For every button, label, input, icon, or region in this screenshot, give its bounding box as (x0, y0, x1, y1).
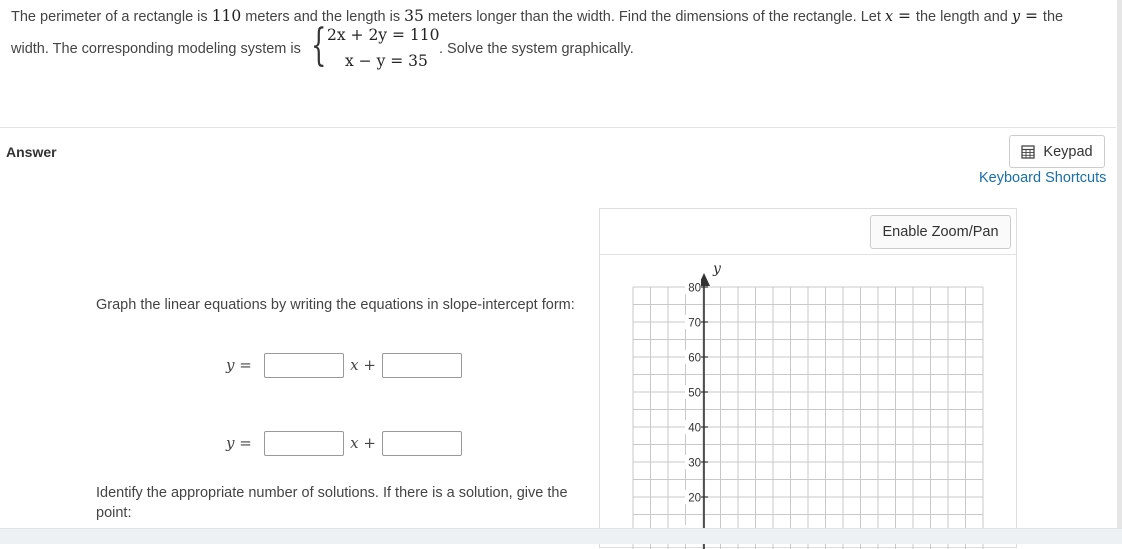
problem-line-1 (11, 6, 1063, 27)
equation-lhs (226, 434, 264, 452)
lhs-equals: = (234, 434, 252, 452)
intercept-input-1[interactable] (382, 353, 462, 378)
equals-sign: = (1020, 7, 1043, 25)
lhs-variable: y (226, 434, 235, 452)
problem-text: the length and (915, 9, 1012, 25)
equation-lhs (226, 356, 264, 374)
equation-row-2 (226, 430, 462, 456)
slope-input-2[interactable] (264, 431, 344, 456)
y-axis-label: y (713, 261, 721, 277)
enable-zoom-pan-button[interactable]: Enable Zoom/Pan (870, 215, 1011, 249)
variable-x: x (884, 9, 894, 25)
x-variable: x (350, 356, 359, 374)
keyboard-shortcuts-link[interactable]: Keyboard Shortcuts (979, 170, 1107, 186)
keypad-button[interactable] (1009, 135, 1105, 168)
y-tick-label: 70 (688, 317, 701, 330)
plus-sign: + (358, 434, 376, 452)
graph-panel (599, 208, 1017, 548)
y-tick-label: 80 (688, 282, 701, 295)
equals-sign: = (893, 7, 916, 25)
x-term (344, 434, 382, 452)
system-brace: { (311, 20, 327, 71)
y-tick-label: 60 (688, 352, 701, 365)
problem-text: meters longer than the width. Find the dimensions of the rectangle. Let (423, 9, 885, 25)
x-variable: x (350, 434, 359, 452)
intercept-input-2[interactable] (382, 431, 462, 456)
lhs-equals: = (234, 356, 252, 374)
graph-instructions: Graph the linear equations by writing the equations in slope-intercept form: (96, 297, 575, 313)
length-difference-value: 35 (404, 7, 424, 25)
y-tick-label: 50 (688, 387, 701, 400)
y-tick-label: 30 (688, 457, 701, 470)
keypad-label: Keypad (1043, 143, 1093, 160)
system-equation-2: x − y = 35 (345, 52, 428, 70)
problem-text: The perimeter of a rectangle is (11, 9, 212, 25)
system-equation-1: 2x + 2y = 110 (327, 26, 440, 44)
page-scrollbar[interactable] (1117, 0, 1122, 544)
problem-line-2-end: . Solve the system graphically. (439, 41, 634, 57)
calculator-icon (1021, 145, 1035, 159)
answer-label: Answer (6, 144, 57, 160)
equation-row-1 (226, 352, 462, 378)
x-term (344, 356, 382, 374)
problem-line-2: width. The corresponding modeling system is (11, 41, 301, 57)
identify-solutions-text: Identify the appropriate number of solutions. If there is a solution, give the point: (96, 485, 568, 521)
plus-sign: + (358, 356, 376, 374)
slope-input-1[interactable] (264, 353, 344, 378)
variable-y: y (1011, 9, 1021, 25)
section-divider (0, 127, 1116, 128)
bottom-bar (0, 528, 1122, 544)
perimeter-value: 110 (211, 7, 242, 25)
y-tick-label: 20 (688, 492, 701, 505)
problem-text: meters and the length is (241, 9, 405, 25)
coordinate-grid[interactable] (600, 209, 1016, 549)
y-tick-label: 40 (688, 422, 701, 435)
lhs-variable: y (226, 356, 235, 374)
problem-text: the (1042, 9, 1064, 25)
